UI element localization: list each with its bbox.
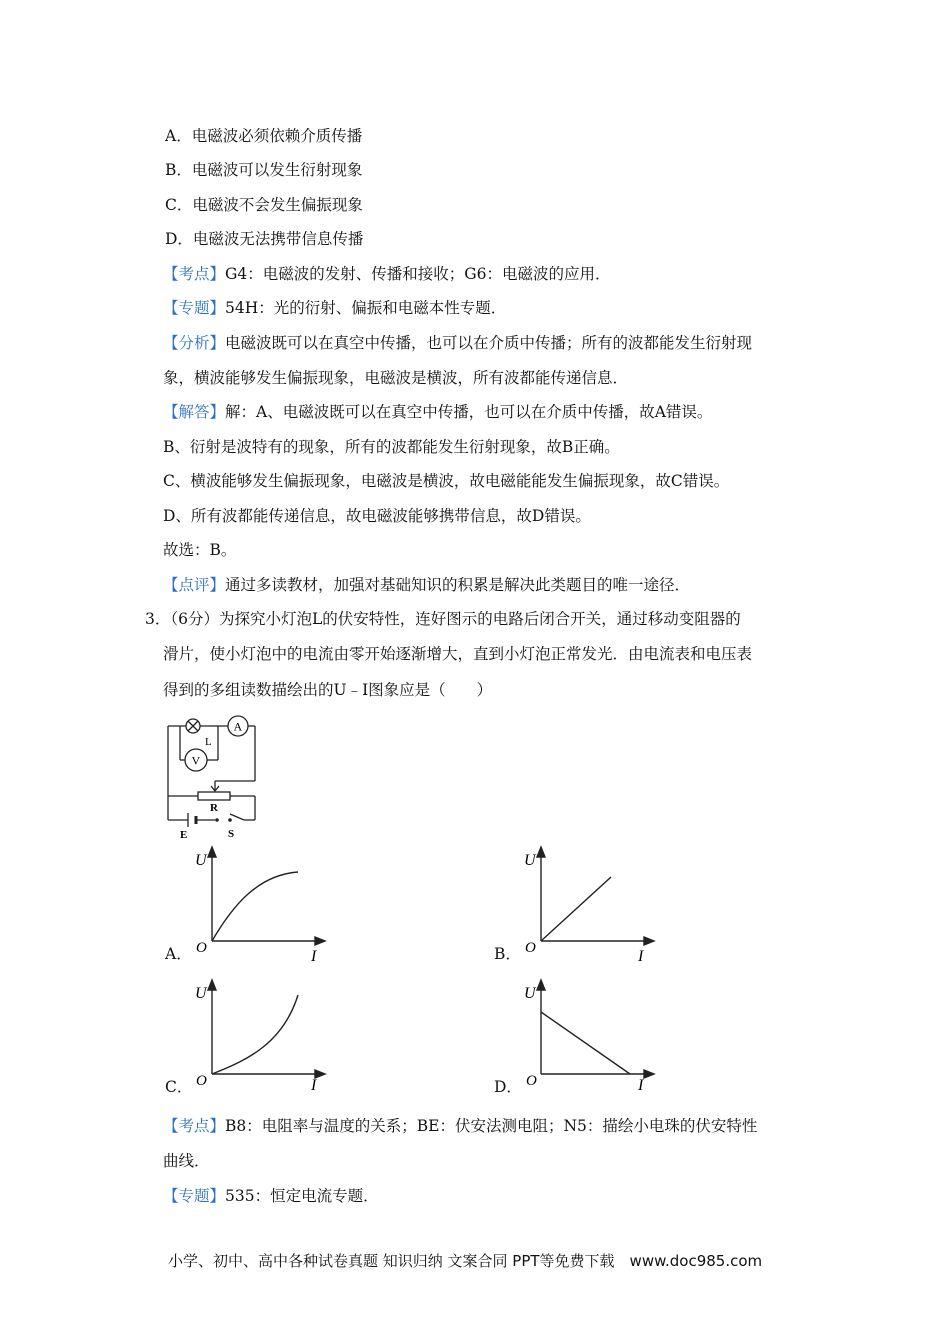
graph-b-origin: O (525, 940, 536, 956)
graph-c-ylabel: U (195, 985, 207, 1002)
graph-b-letter: B． (494, 945, 521, 963)
kaodian-text: G4：电磁波的发射、传播和接收；G6：电磁波的应用． (225, 265, 611, 283)
graph-b-ylabel: U (524, 852, 536, 869)
switch-contact-right (228, 818, 232, 822)
graph-d (522, 978, 662, 1098)
graph-d-ylabel: U (524, 985, 536, 1002)
dianping-tag: 【点评】 (163, 576, 226, 594)
rheostat-symbol (198, 792, 230, 800)
graph-a-ylabel: U (195, 852, 207, 869)
graph-d-letter: D． (494, 1078, 522, 1096)
rheostat-label: R (210, 802, 218, 814)
q3-stem-line3: 得到的多组读数描绘出的U﹣I图象应是（ ） (163, 681, 493, 699)
graph-a-origin: O (196, 940, 207, 956)
graph-a (193, 845, 333, 965)
q3-stem-line1 (145, 609, 741, 629)
voltmeter-label: V (191, 753, 201, 768)
q2-zhuanti (163, 298, 506, 318)
q3-zhuanti-text: 535：恒定电流专题． (225, 1187, 379, 1205)
graph-c-letter: C． (165, 1078, 193, 1096)
graph-a-letter: A． (165, 945, 192, 963)
graph-c (193, 978, 333, 1098)
option-c: C．电磁波不会发生偏振现象 (165, 196, 363, 214)
q3-zhuanti (163, 1186, 379, 1206)
line-d (541, 1012, 630, 1074)
curve-a (212, 872, 298, 941)
graph-d-xlabel: I (638, 1077, 644, 1094)
graph-c-xlabel: I (311, 1077, 317, 1094)
graph-c-origin: O (196, 1073, 207, 1089)
jieda-line4: D、所有波都能传递信息，故电磁波能够携带信息，故D错误。 (163, 507, 591, 525)
switch-contact-left (215, 818, 219, 822)
option-a: A．电磁波必须依赖介质传播 (165, 127, 363, 145)
q3-kaodian-line2: 曲线． (163, 1152, 210, 1170)
circuit-diagram (160, 712, 270, 842)
q3-number: 3． (145, 610, 171, 628)
q3-line1-text: （6分）为探究小灯泡L的伏安特性，连好图示的电路后闭合开关，通过移动变阻器的 (170, 610, 741, 628)
q3-kaodian-tag: 【考点】 (163, 1117, 226, 1135)
switch-label: S (228, 828, 235, 840)
fenxi-line2: 象，横波能够发生偏振现象，电磁波是横波，所有波都能传递信息． (163, 369, 629, 387)
q3-stem-line2: 滑片，使小灯泡中的电流由零开始逐渐增大，直到小灯泡正常发光．由电流表和电压表 (163, 645, 753, 663)
graph-d-origin: O (526, 1073, 537, 1089)
fenxi-tag: 【分析】 (163, 334, 226, 352)
jieda-line1: 解：A、电磁波既可以在真空中传播，也可以在介质中传播，故A错误。 (225, 403, 713, 421)
q2-jieda (163, 402, 712, 422)
jieda-line3: C、横波能够发生偏振现象，电磁波是横波，故电磁能能发生偏振现象，故C错误。 (163, 472, 730, 490)
curve-c (212, 995, 298, 1074)
zhuanti-tag: 【专题】 (163, 299, 226, 317)
lamp-symbol (186, 719, 200, 733)
battery-label: E (180, 829, 188, 841)
dianping-text: 通过多读教材，加强对基础知识的积累是解决此类题目的唯一途径． (225, 576, 691, 594)
q3-zhuanti-tag: 【专题】 (163, 1187, 226, 1205)
q2-fenxi (163, 333, 752, 353)
battery-symbol (188, 813, 196, 827)
fenxi-line1: 电磁波既可以在真空中传播，也可以在介质中传播；所有的波都能发生衍射现 (225, 334, 753, 352)
jieda-line5: 故选：B。 (163, 541, 237, 559)
ammeter-label: A (233, 719, 243, 734)
zhuanti-text: 54H：光的衍射、偏振和电磁本性专题． (225, 299, 507, 317)
line-b (541, 877, 611, 941)
lamp-label: L (205, 736, 212, 748)
option-d: D．电磁波无法携带信息传播 (165, 230, 364, 248)
graph-a-xlabel: I (311, 948, 317, 965)
page-footer: 小学、初中、高中各种试卷真题 知识归纳 文案合同 PPT等免费下载 www.doc985.com (168, 1252, 763, 1270)
jieda-tag: 【解答】 (163, 403, 226, 421)
graph-b (522, 845, 662, 965)
jieda-line2: B、衍射是波特有的现象，所有的波都能发生衍射现象，故B正确。 (163, 438, 620, 456)
q3-kaodian-line1: B8：电阻率与温度的关系；BE：伏安法测电阻；N5：描绘小电珠的伏安特性 (225, 1117, 758, 1135)
q2-kaodian (163, 264, 611, 284)
q3-kaodian (163, 1116, 757, 1136)
kaodian-tag: 【考点】 (163, 265, 226, 283)
option-b: B．电磁波可以发生衍射现象 (165, 161, 363, 179)
q2-dianping (163, 575, 690, 595)
graph-b-xlabel: I (638, 948, 644, 965)
